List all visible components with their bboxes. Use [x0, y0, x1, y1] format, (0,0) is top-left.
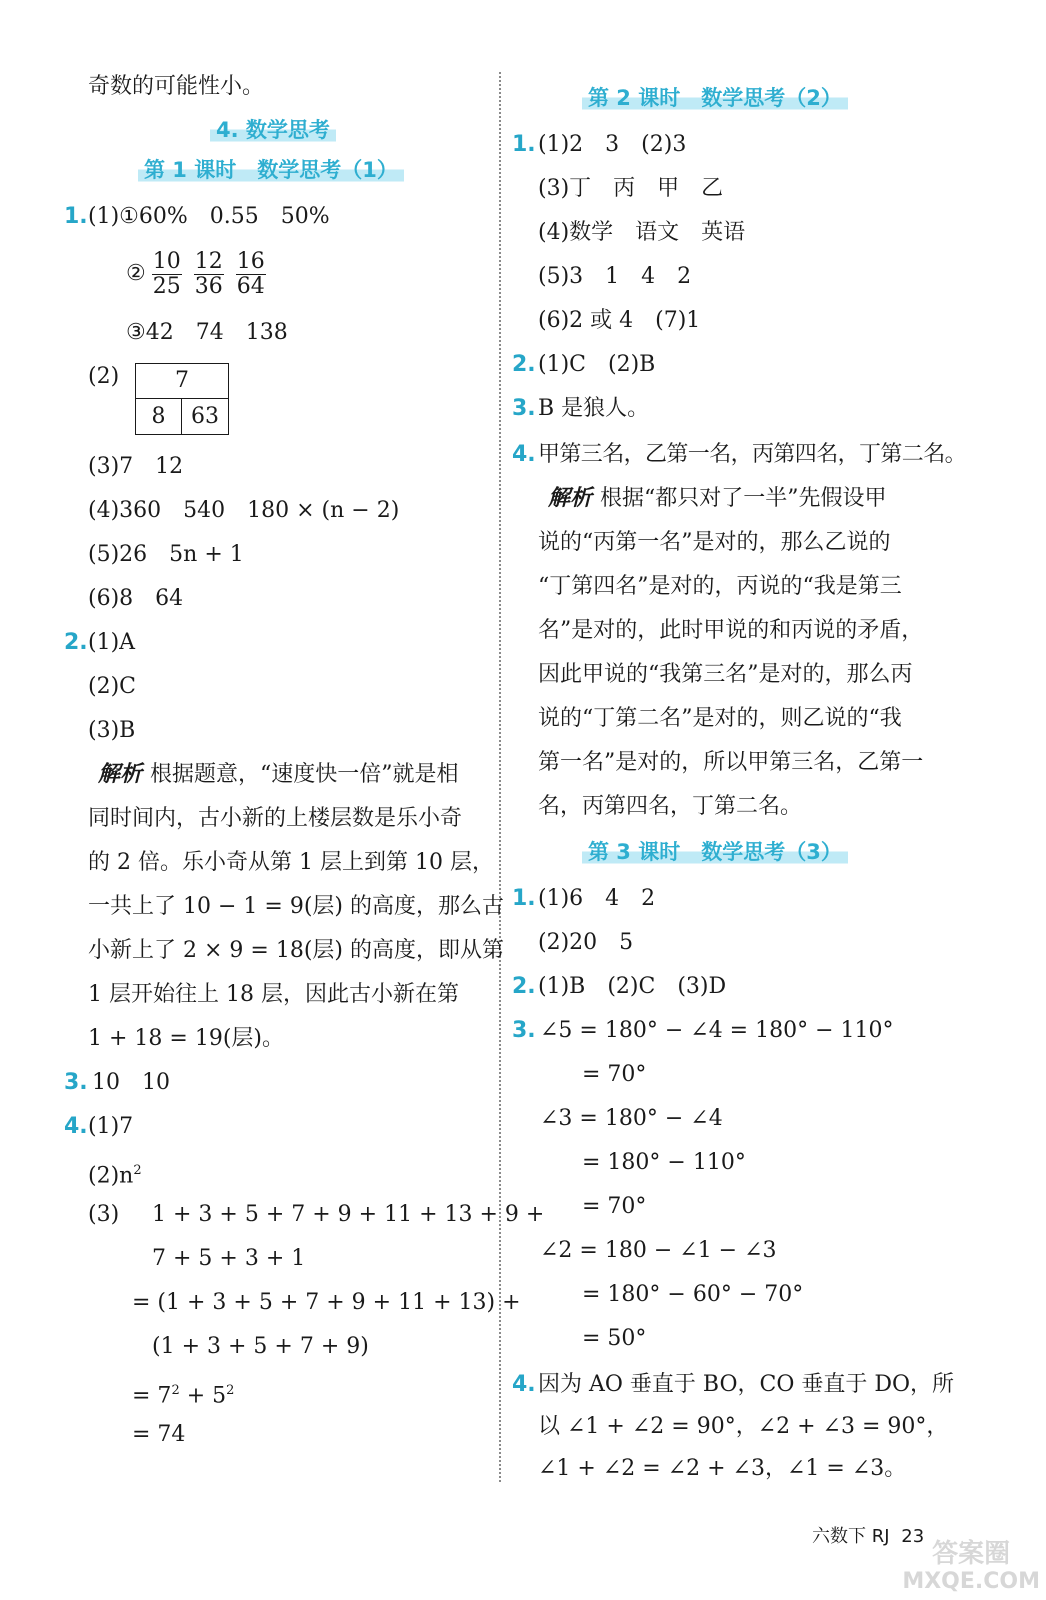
calc-line: = 70°: [582, 1062, 647, 1087]
answer-line: $(2)n^2$: [88, 1163, 142, 1189]
answer-line: (6)2 或 4 (7)1: [538, 308, 701, 333]
answer-line: (4)数学 语文 英语: [538, 220, 746, 245]
analysis-line: 同时间内，古小新的上楼层数是乐小奇: [88, 806, 463, 831]
analysis-line: 解析 根据“都只对了一半”先假设甲: [548, 486, 887, 511]
section-title: 4. 数学思考: [210, 114, 336, 144]
carry-over-line: 奇数的可能性小。: [88, 74, 265, 99]
analysis-line: 的 2 倍。乐小奇从第 1 层上到第 10 层，: [88, 850, 494, 875]
answer-line: (2)C: [88, 674, 136, 699]
analysis-line: 名”是对的，此时甲说的和丙说的矛盾，: [538, 618, 924, 643]
analysis-line: 第一名”是对的，所以甲第三名，乙第一: [538, 750, 924, 775]
calc-line: (1 + 3 + 5 + 7 + 9): [152, 1334, 369, 1359]
watermark: 答案圈 MXQE.COM: [902, 1539, 1040, 1594]
fraction: $\frac{12}{36}$: [194, 248, 223, 299]
answer-line: (1)A: [88, 630, 136, 655]
question-number: 4.: [64, 1114, 88, 1139]
answer-line: 以 ∠1 + ∠2 = 90°，∠2 + ∠3 = 90°，: [538, 1414, 949, 1439]
answer-line: (3)7 12: [88, 454, 184, 479]
answer-line: 10 10: [92, 1070, 170, 1095]
fraction: $\frac{16}{64}$: [236, 248, 265, 299]
question-number: 1.: [64, 204, 88, 229]
question-number: 1.: [512, 132, 536, 157]
answer-line: (1)7: [88, 1114, 134, 1139]
answer-line: (3)B: [88, 718, 136, 743]
number-box: [135, 363, 229, 435]
answer-line: (5)26 5n + 1: [88, 542, 244, 567]
calc-line: = 74: [132, 1422, 186, 1447]
answer-line: (3)丁 丙 甲 乙: [538, 176, 724, 201]
calc-line: ∠2 = 180 − ∠1 − ∠3: [540, 1238, 777, 1263]
circled-number: ②: [126, 261, 146, 286]
analysis-line: 名，丙第四名，丁第二名。: [538, 794, 803, 819]
answer-line: (5)3 1 4 2: [538, 264, 692, 289]
calc-line: 7 + 5 + 3 + 1: [152, 1246, 306, 1271]
analysis-label: 解析: [548, 486, 593, 511]
answer-line: (6)8 64: [88, 586, 184, 611]
fraction-line: [126, 246, 272, 302]
box-right-cell: 63: [191, 404, 219, 429]
answer-line: (2)20 5: [538, 930, 634, 955]
calc-line: ∠5 = 180° − ∠4 = 180° − 110°: [540, 1018, 894, 1043]
answer-line: (1)C (2)B: [538, 352, 656, 377]
question-number: 4.: [512, 442, 536, 467]
question-number: 2.: [512, 352, 536, 377]
calc-line: = 70°: [582, 1194, 647, 1219]
answer-label: (3): [88, 1202, 120, 1227]
question-number: 3.: [512, 1018, 536, 1043]
calc-line: ∠3 = 180° − ∠4: [540, 1106, 723, 1131]
calc-line: = $7^2 + 5^2$: [132, 1383, 235, 1409]
fraction: $\frac{10}{25}$: [152, 248, 181, 299]
analysis-line: 1 层开始往上 18 层，因此古小新在第: [88, 982, 459, 1007]
analysis-line: 说的“丙第一名”是对的，那么乙说的: [538, 530, 891, 555]
calc-line: = (1 + 3 + 5 + 7 + 9 + 11 + 13) +: [132, 1290, 521, 1315]
answer-line: 因为 AO 垂直于 BO，CO 垂直于 DO，所: [538, 1372, 955, 1397]
question-number: 1.: [512, 886, 536, 911]
question-number: 4.: [512, 1372, 536, 1397]
analysis-line: 一共上了 10 − 1 = 9(层) 的高度，那么古: [88, 894, 504, 919]
column-divider: [499, 72, 501, 1482]
analysis-line: “丁第四名”是对的，丙说的“我是第三: [538, 574, 902, 599]
answer-line: ③42 74 138: [126, 320, 288, 345]
analysis-line: 说的“丁第二名”是对的，则乙说的“我: [538, 706, 902, 731]
question-number: 3.: [512, 396, 536, 421]
page-number: 23: [901, 1526, 925, 1547]
book-code: 六数下 RJ: [812, 1526, 890, 1547]
answer-line: (1)B (2)C (3)D: [538, 974, 727, 999]
answer-line: 甲第三名，乙第一名，丙第四名，丁第二名。: [538, 442, 967, 467]
answer-line: (4)360 540 180 × (n − 2): [88, 498, 400, 523]
answer-label: (2): [88, 364, 120, 389]
calc-line: = 180° − 60° − 70°: [582, 1282, 804, 1307]
analysis-line: 因此甲说的“我第三名”是对的，那么丙: [538, 662, 913, 687]
answer-line: B 是狼人。: [538, 396, 650, 421]
answer-line: ∠1 + ∠2 = ∠2 + ∠3，∠1 = ∠3。: [538, 1456, 907, 1481]
calc-line: = 180° − 110°: [582, 1150, 746, 1175]
analysis-line: 小新上了 2 × 9 = 18(层) 的高度，即从第: [88, 938, 504, 963]
box-top-cell: 7: [136, 364, 228, 399]
lesson-title: 第 3 课时 数学思考（3）: [582, 836, 848, 866]
answer-line: (1)2 3 (2)3: [538, 132, 687, 157]
calc-line: 1 + 3 + 5 + 7 + 9 + 11 + 13 + 9 +: [152, 1202, 545, 1227]
answer-line: (1)6 4 2: [538, 886, 656, 911]
analysis-line: 解析 根据题意，“速度快一倍”就是相: [98, 762, 459, 787]
question-number: 2.: [512, 974, 536, 999]
box-left-cell: 8: [136, 399, 182, 434]
analysis-line: 1 + 18 = 19(层)。: [88, 1026, 284, 1051]
answer-line: (1)①60% 0.55 50%: [88, 204, 330, 229]
question-number: 2.: [64, 630, 88, 655]
lesson-title: 第 1 课时 数学思考（1）: [138, 154, 404, 184]
analysis-label: 解析: [98, 762, 143, 787]
question-number: 3.: [64, 1070, 88, 1095]
calc-line: = 50°: [582, 1326, 647, 1351]
lesson-title: 第 2 课时 数学思考（2）: [582, 82, 848, 112]
